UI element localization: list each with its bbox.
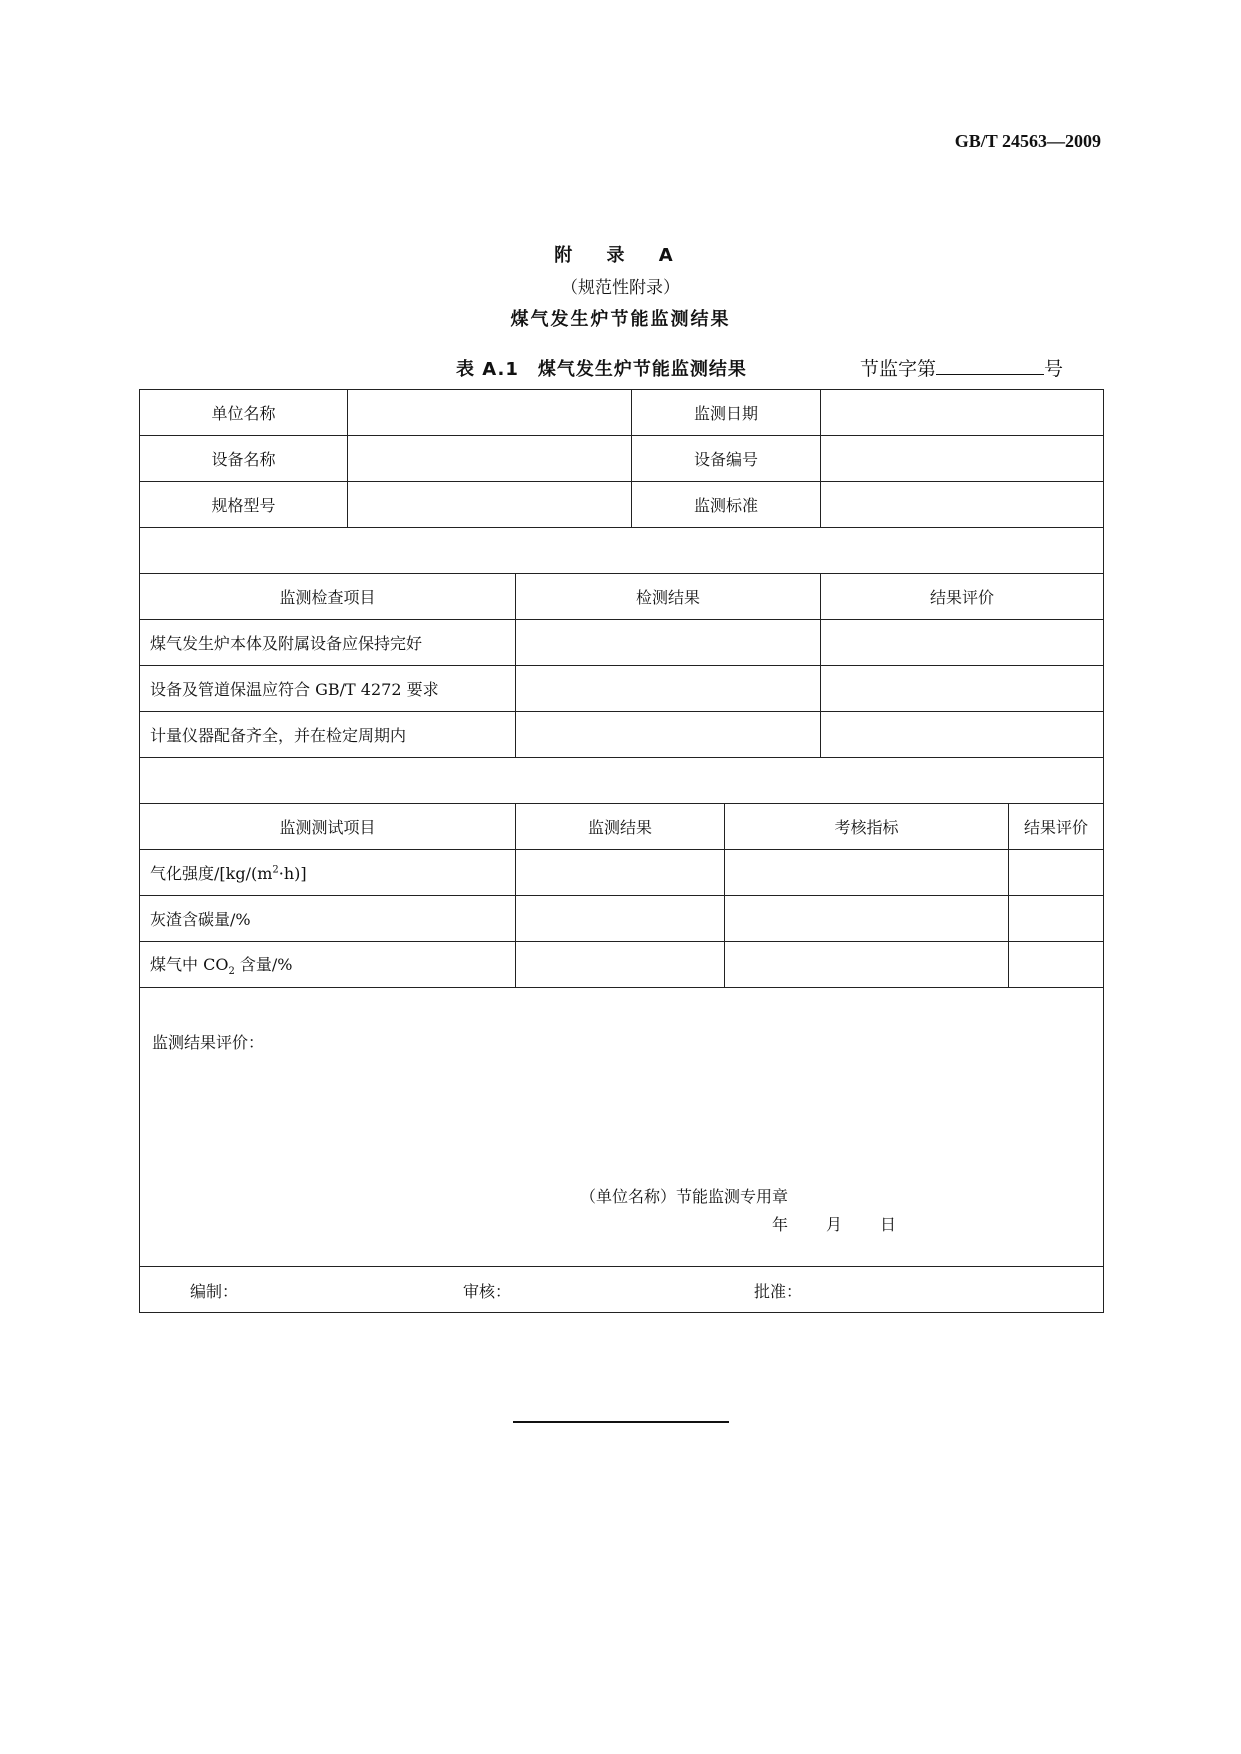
compiled-by-label: 编制： bbox=[190, 1282, 239, 1301]
serial-number bbox=[860, 354, 1063, 381]
signature-row bbox=[140, 1267, 1104, 1313]
monitor-date-field[interactable] bbox=[821, 390, 1104, 436]
testing-index-field[interactable] bbox=[725, 942, 1009, 988]
inspection-row bbox=[140, 666, 1104, 712]
inspection-eval-field[interactable] bbox=[821, 666, 1104, 712]
inspection-header-row bbox=[140, 574, 1104, 620]
table-caption: 表 A.1 煤气发生炉节能监测结果 bbox=[456, 359, 747, 380]
testing-item-gasification bbox=[140, 850, 516, 896]
testing-eval-field[interactable] bbox=[1009, 896, 1104, 942]
spacer-cell bbox=[140, 758, 1104, 804]
monitoring-result-table bbox=[139, 389, 1104, 1313]
spacer-row-2 bbox=[140, 758, 1104, 804]
testing-result-header: 监测结果 bbox=[516, 804, 725, 850]
inspection-row bbox=[140, 712, 1104, 758]
inspection-result-field[interactable] bbox=[516, 620, 821, 666]
subscript: 2 bbox=[228, 966, 235, 978]
superscript: 2 bbox=[272, 864, 279, 876]
monitor-standard-field[interactable] bbox=[821, 482, 1104, 528]
approved-by-label: 批准： bbox=[754, 1282, 803, 1301]
annex-label: 附 录 A bbox=[554, 245, 687, 266]
end-rule bbox=[513, 1421, 729, 1423]
signature-cell bbox=[140, 1267, 1104, 1313]
equipment-no-field[interactable] bbox=[821, 436, 1104, 482]
inspection-result-field[interactable] bbox=[516, 666, 821, 712]
inspection-result-header: 检测结果 bbox=[516, 574, 821, 620]
equipment-no-label: 设备编号 bbox=[632, 436, 821, 482]
inspection-eval-field[interactable] bbox=[821, 712, 1104, 758]
serial-prefix: 节监字第 bbox=[860, 358, 937, 380]
testing-index-field[interactable] bbox=[725, 850, 1009, 896]
unit-name-label: 单位名称 bbox=[140, 390, 348, 436]
testing-index-header: 考核指标 bbox=[725, 804, 1009, 850]
evaluation-row bbox=[140, 988, 1104, 1267]
spec-model-field[interactable] bbox=[348, 482, 632, 528]
testing-item-ash-carbon: 灰渣含碳量/% bbox=[140, 896, 516, 942]
year-label: 年 bbox=[772, 1215, 789, 1234]
info-row-3 bbox=[140, 482, 1104, 528]
info-row-1 bbox=[140, 390, 1104, 436]
equipment-name-label: 设备名称 bbox=[140, 436, 348, 482]
spacer-cell bbox=[140, 528, 1104, 574]
standard-code: GB/T 24563—2009 bbox=[954, 131, 1101, 151]
testing-item-text: 煤气中 CO bbox=[150, 954, 229, 974]
unit-name-field[interactable] bbox=[348, 390, 632, 436]
testing-item-co2 bbox=[140, 942, 516, 988]
testing-index-field[interactable] bbox=[725, 896, 1009, 942]
stamp-text: （单位名称）节能监测专用章 bbox=[580, 1187, 789, 1206]
monitor-date-label: 监测日期 bbox=[632, 390, 821, 436]
inspection-eval-header: 结果评价 bbox=[821, 574, 1104, 620]
testing-row bbox=[140, 850, 1104, 896]
testing-eval-field[interactable] bbox=[1009, 942, 1104, 988]
evaluation-label: 监测结果评价： bbox=[152, 1033, 265, 1052]
serial-blank[interactable] bbox=[936, 358, 1044, 375]
annex-headings bbox=[0, 240, 1241, 336]
inspection-result-field[interactable] bbox=[516, 712, 821, 758]
testing-item-text: 含量/% bbox=[234, 954, 293, 974]
inspection-item: 煤气发生炉本体及附属设备应保持完好 bbox=[140, 620, 516, 666]
testing-eval-header: 结果评价 bbox=[1009, 804, 1104, 850]
testing-item-text: 气化强度/[kg/(m bbox=[150, 864, 273, 883]
testing-result-field[interactable] bbox=[516, 850, 725, 896]
testing-header-row bbox=[140, 804, 1104, 850]
testing-eval-field[interactable] bbox=[1009, 850, 1104, 896]
date-line bbox=[772, 1212, 934, 1235]
serial-suffix: 号 bbox=[1044, 358, 1064, 380]
inspection-item-header: 监测检查项目 bbox=[140, 574, 516, 620]
testing-result-field[interactable] bbox=[516, 896, 725, 942]
testing-item-text: ·h)] bbox=[278, 864, 307, 883]
inspection-eval-field[interactable] bbox=[821, 620, 1104, 666]
day-label: 日 bbox=[880, 1215, 897, 1234]
spacer-row-1 bbox=[140, 528, 1104, 574]
testing-row bbox=[140, 942, 1104, 988]
month-label: 月 bbox=[826, 1215, 843, 1234]
inspection-row bbox=[140, 620, 1104, 666]
reviewed-by-label: 审核： bbox=[463, 1282, 512, 1301]
monitor-standard-label: 监测标准 bbox=[632, 482, 821, 528]
info-row-2 bbox=[140, 436, 1104, 482]
testing-row bbox=[140, 896, 1104, 942]
evaluation-cell[interactable] bbox=[140, 988, 1104, 1267]
annex-title: 煤气发生炉节能监测结果 bbox=[510, 309, 731, 330]
spec-model-label: 规格型号 bbox=[140, 482, 348, 528]
inspection-item: 计量仪器配备齐全，并在检定周期内 bbox=[140, 712, 516, 758]
testing-result-field[interactable] bbox=[516, 942, 725, 988]
equipment-name-field[interactable] bbox=[348, 436, 632, 482]
normative-label: （规范性附录） bbox=[561, 278, 680, 298]
inspection-item: 设备及管道保温应符合 GB/T 4272 要求 bbox=[140, 666, 516, 712]
testing-item-header: 监测测试项目 bbox=[140, 804, 516, 850]
